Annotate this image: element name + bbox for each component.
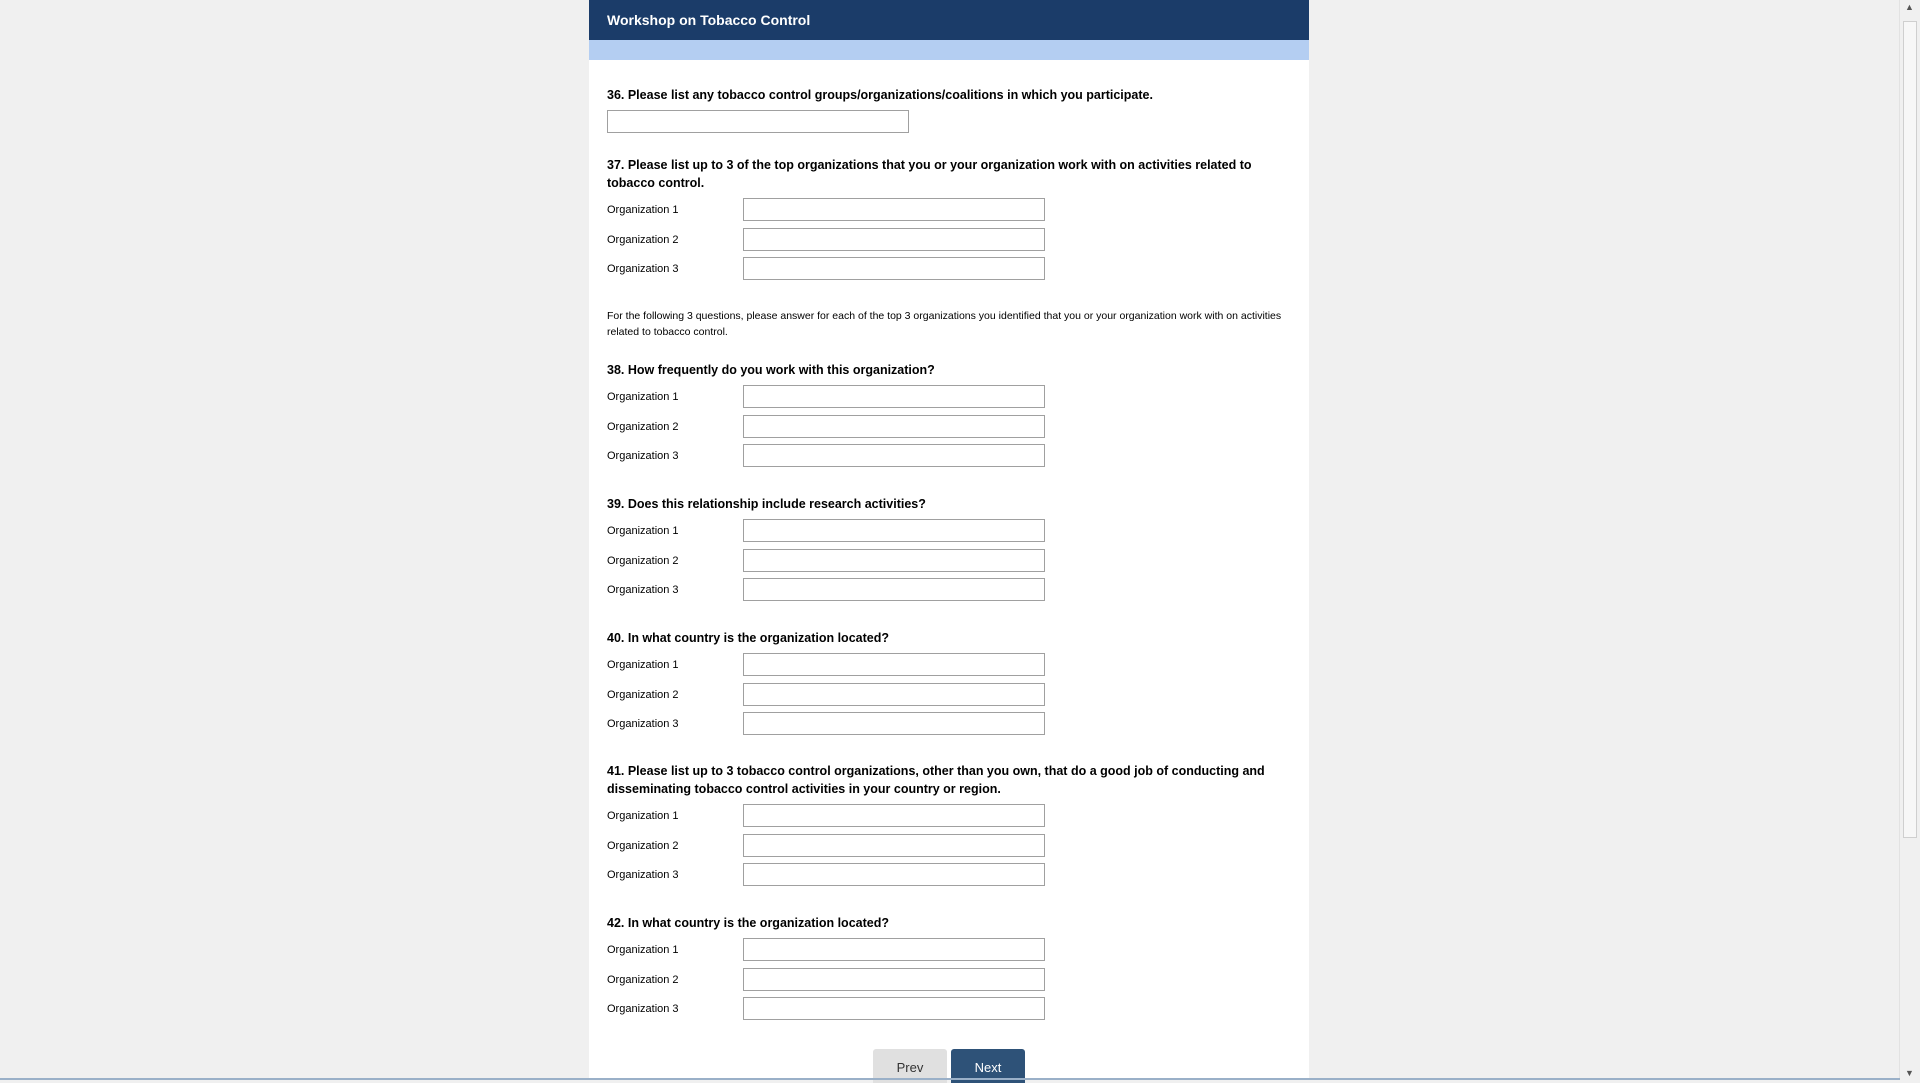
q37-organization-3-input[interactable]: [743, 257, 1045, 280]
form-row: [607, 385, 1291, 415]
question-title: 38. How frequently do you work with this organization?: [607, 363, 935, 377]
q37-organization-1-input[interactable]: [743, 198, 1045, 221]
form-row: [607, 415, 1291, 445]
q42-organization-3-input[interactable]: [743, 997, 1045, 1020]
question-title: 36. Please list any tobacco control groups/organizations/coalitions in which you participate.: [607, 88, 1153, 102]
row-label: Organization 3: [607, 869, 679, 881]
question-38: [607, 361, 1291, 474]
q38-organization-2-input[interactable]: [743, 415, 1045, 438]
header-band: [589, 40, 1309, 60]
q41-organization-2-input[interactable]: [743, 834, 1045, 857]
form-row: [607, 712, 1291, 742]
question-title: 40. In what country is the organization located?: [607, 631, 889, 645]
row-label: Organization 3: [607, 263, 679, 275]
form-row: [607, 578, 1291, 608]
question-40: [607, 629, 1291, 742]
scroll-down-arrow-icon[interactable]: ▼: [1905, 1068, 1914, 1078]
question-39: [607, 495, 1291, 608]
q40-organization-2-input[interactable]: [743, 683, 1045, 706]
row-label: Organization 3: [607, 450, 679, 462]
row-label: Organization 1: [607, 944, 679, 956]
row-label: Organization 2: [607, 420, 679, 433]
row-label: Organization 3: [607, 584, 679, 596]
form-row: [607, 997, 1291, 1027]
question-37: [607, 156, 1291, 287]
row-label: Organization 2: [607, 233, 679, 246]
q40-organization-1-input[interactable]: [743, 653, 1045, 676]
survey-header: [589, 0, 1309, 40]
form-row: [607, 519, 1291, 549]
question-title: 37. Please list up to 3 of the top organizations that you or your organization work with on activities related to tobacco control.: [607, 158, 1252, 190]
row-label: Organization 2: [607, 688, 679, 701]
form-row: [607, 683, 1291, 713]
row-label: Organization 2: [607, 973, 679, 986]
q41-organization-3-input[interactable]: [743, 863, 1045, 886]
question-title: 41. Please list up to 3 tobacco control organizations, other than you own, that do a good job of conducting and disseminating tobacco control activities in your country or region.: [607, 764, 1265, 796]
q36-input[interactable]: [607, 110, 909, 133]
scroll-up-arrow-icon[interactable]: ▲: [1905, 2, 1914, 12]
form-row: [607, 257, 1291, 287]
row-label: Organization 2: [607, 839, 679, 852]
form-row: [607, 968, 1291, 998]
q38-organization-1-input[interactable]: [743, 385, 1045, 408]
question-title: 39. Does this relationship include research activities?: [607, 497, 926, 511]
q39-organization-3-input[interactable]: [743, 578, 1045, 601]
q42-organization-1-input[interactable]: [743, 938, 1045, 961]
form-row: [607, 834, 1291, 864]
row-label: Organization 1: [607, 204, 679, 216]
survey-title: Workshop on Tobacco Control: [607, 12, 811, 28]
form-row: [607, 938, 1291, 968]
row-label: Organization 3: [607, 718, 679, 730]
form-row: [607, 863, 1291, 893]
instruction-note: For the following 3 questions, please answer for each of the top 3 organizations you identified that you or your organization work with on activities related to tobacco control.: [607, 310, 1282, 338]
next-button[interactable]: Next: [951, 1049, 1025, 1083]
q37-organization-2-input[interactable]: [743, 228, 1045, 251]
survey-page: [589, 0, 1309, 1080]
question-41: [607, 762, 1291, 893]
form-row: [607, 653, 1291, 683]
row-label: Organization 3: [607, 1003, 679, 1015]
prev-button[interactable]: Prev: [873, 1049, 947, 1083]
row-label: Organization 1: [607, 659, 679, 671]
row-label: Organization 2: [607, 554, 679, 567]
question-title: 42. In what country is the organization located?: [607, 916, 889, 930]
q38-organization-3-input[interactable]: [743, 444, 1045, 467]
q40-organization-3-input[interactable]: [743, 712, 1045, 735]
q42-organization-2-input[interactable]: [743, 968, 1045, 991]
form-row: [607, 549, 1291, 579]
vertical-scrollbar[interactable]: [1899, 0, 1920, 1080]
q39-organization-2-input[interactable]: [743, 549, 1045, 572]
form-row: [607, 804, 1291, 834]
question-42: [607, 914, 1291, 1027]
form-row: [607, 444, 1291, 474]
form-row: [607, 198, 1291, 228]
q39-organization-1-input[interactable]: [743, 519, 1045, 542]
form-row: [607, 228, 1291, 258]
row-label: Organization 1: [607, 525, 679, 537]
question-36: [607, 86, 1291, 133]
row-label: Organization 1: [607, 391, 679, 403]
scrollbar-thumb[interactable]: [1903, 21, 1917, 838]
row-label: Organization 1: [607, 810, 679, 822]
q41-organization-1-input[interactable]: [743, 804, 1045, 827]
